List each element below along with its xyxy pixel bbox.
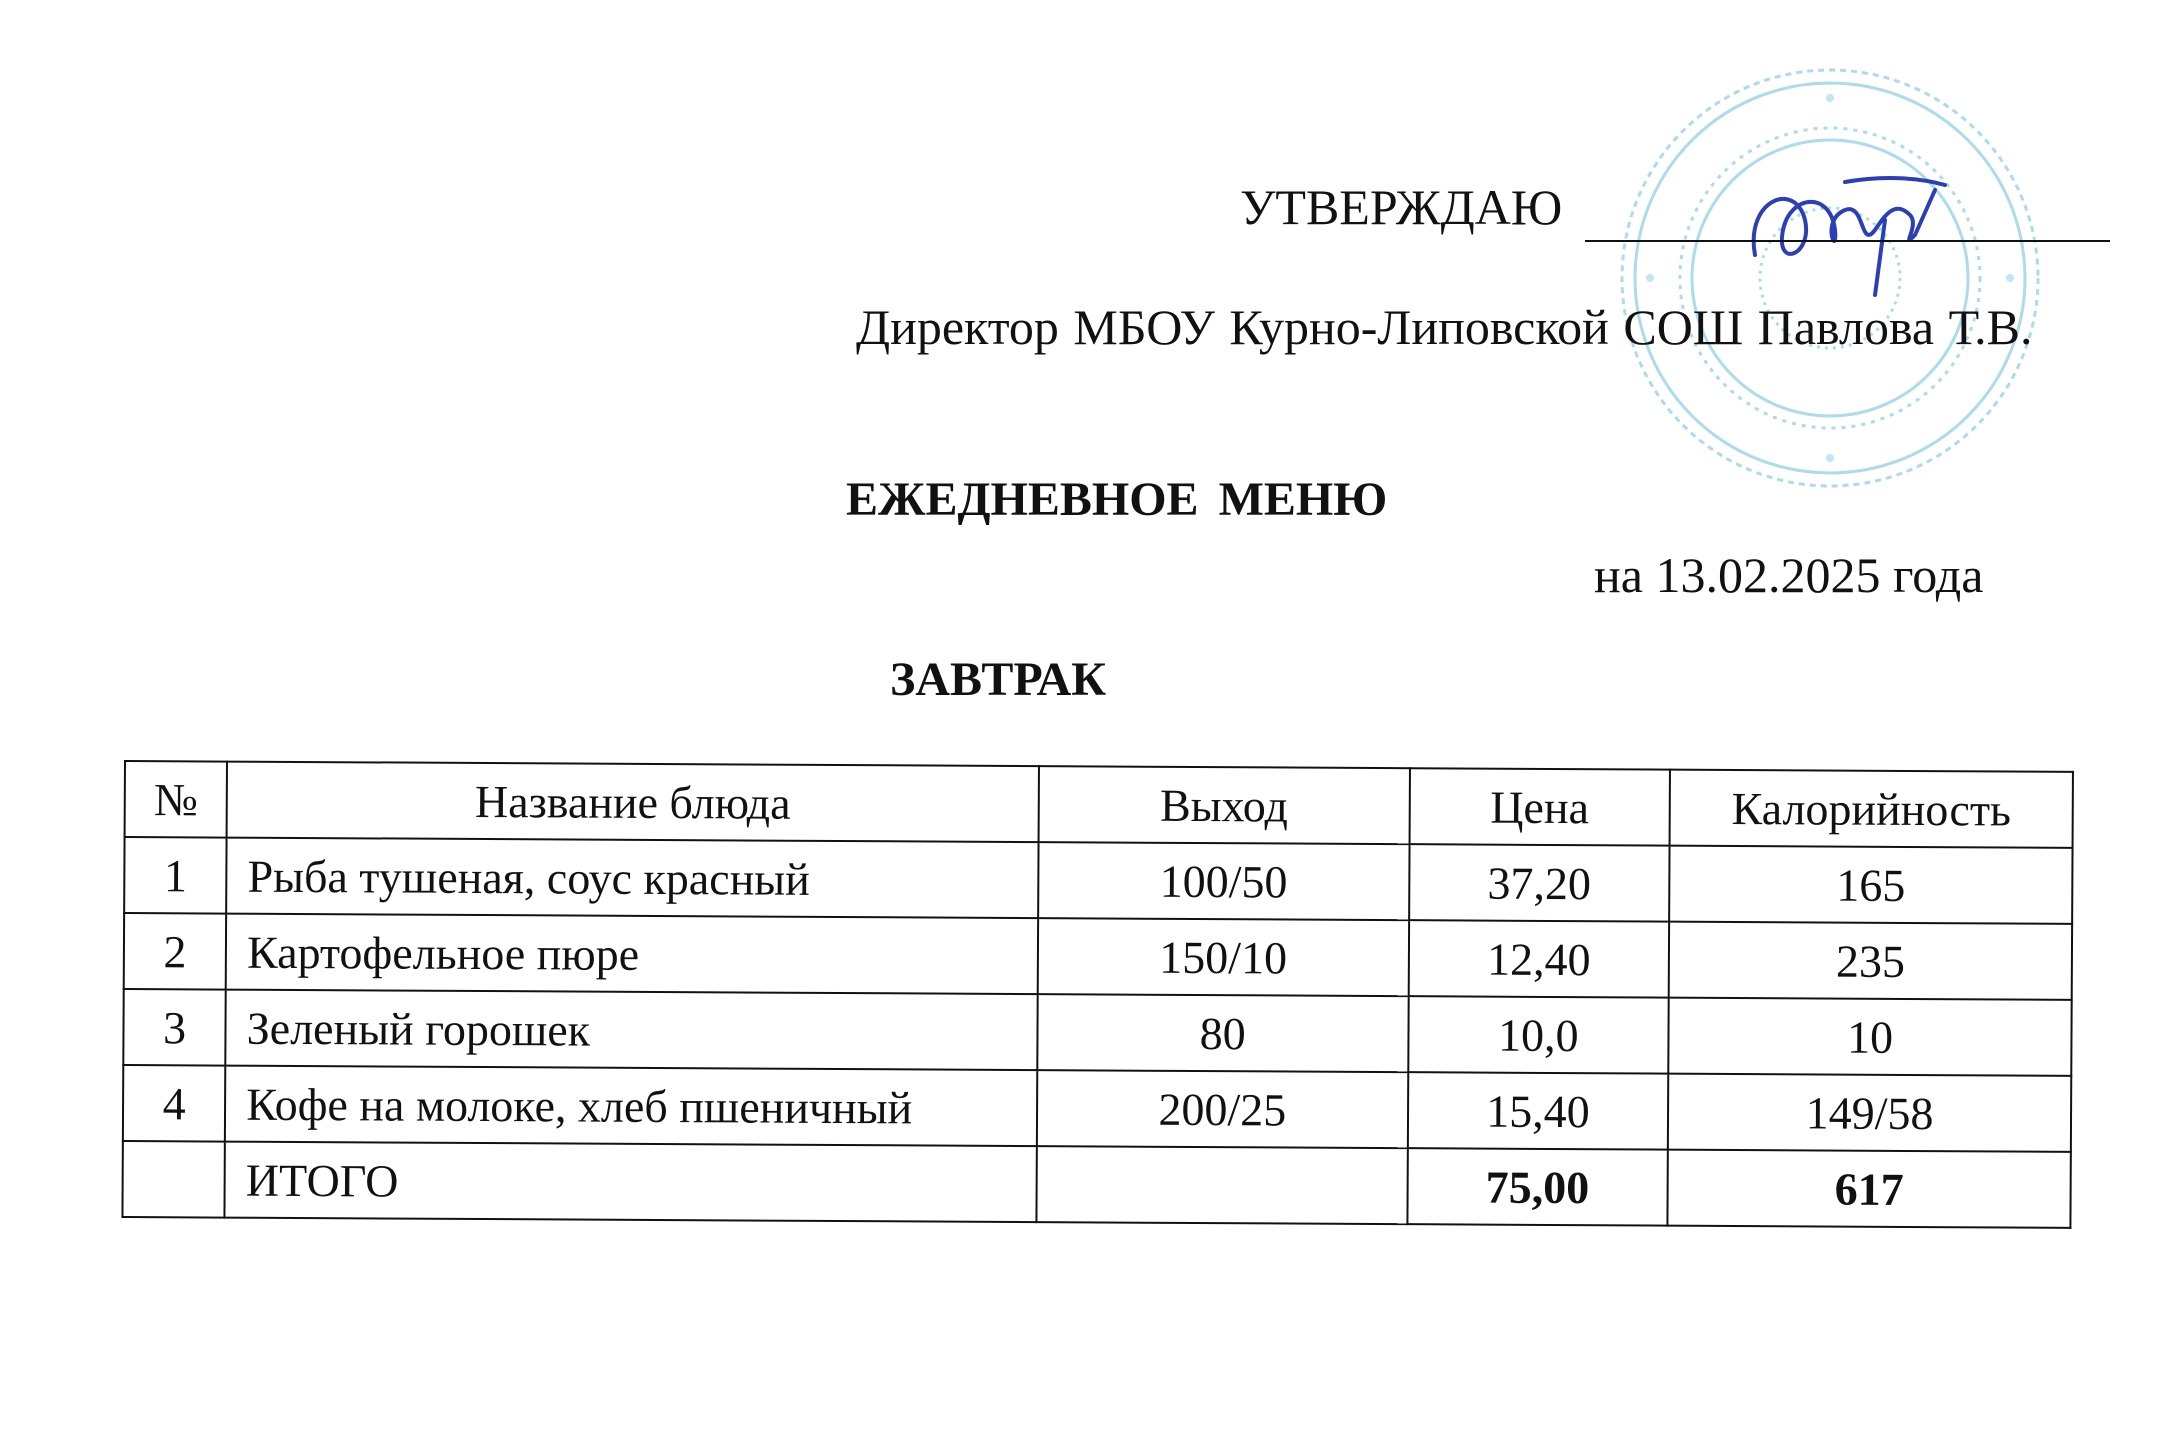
dish-name: Зеленый горошек [225,990,1037,1071]
column-header-calories: Калорийность [1670,770,2073,848]
row-number: 3 [123,989,226,1066]
menu-table [121,760,2074,1229]
director-line: Директор МБОУ Курно-Липовской СОШ Павлова Т.В. [856,299,2033,355]
table-row [124,913,2072,1000]
dish-name: Кофе на молоке, хлеб пшеничный [225,1066,1037,1147]
table-row [123,1065,2071,1152]
row-number: 4 [123,1065,226,1142]
document-title: ЕЖЕДНЕВНОЕ МЕНЮ [846,473,1388,526]
dish-calories: 10 [1668,998,2071,1076]
approve-label: УТВЕРЖДАЮ [1240,179,1563,235]
dish-output: 80 [1037,994,1408,1072]
signature-line [1585,240,2110,242]
dish-price: 10,0 [1408,996,1669,1073]
meal-heading: ЗАВТРАК [890,653,1107,706]
dish-output: 150/10 [1038,918,1409,996]
column-header-price: Цена [1409,768,1670,845]
total-calories: 617 [1668,1150,2071,1228]
column-header-name: Название блюда [227,762,1039,843]
dish-price: 37,20 [1409,844,1670,921]
column-header-output: Выход [1038,766,1409,844]
total-label: ИТОГО [225,1142,1037,1223]
dish-price: 15,40 [1407,1072,1668,1149]
dish-price: 12,40 [1408,920,1669,997]
document-date: на 13.02.2025 года [1594,547,1984,603]
row-number: 1 [124,837,227,914]
dish-calories: 149/58 [1668,1074,2071,1152]
total-price: 75,00 [1407,1148,1668,1225]
total-row [122,1141,2070,1228]
total-number [122,1141,225,1218]
dish-calories: 165 [1669,846,2072,924]
signature-icon [1735,160,1965,300]
row-number: 2 [124,913,227,990]
table-header-row [125,761,2073,848]
table-row [123,989,2071,1076]
dish-name: Рыба тушеная, соус красный [226,838,1038,919]
total-output [1036,1146,1407,1224]
table-row [124,837,2072,924]
column-header-number: № [125,761,228,838]
dish-output: 100/50 [1038,842,1409,920]
dish-calories: 235 [1669,922,2072,1000]
dish-output: 200/25 [1037,1070,1408,1148]
dish-name: Картофельное пюре [226,914,1038,995]
